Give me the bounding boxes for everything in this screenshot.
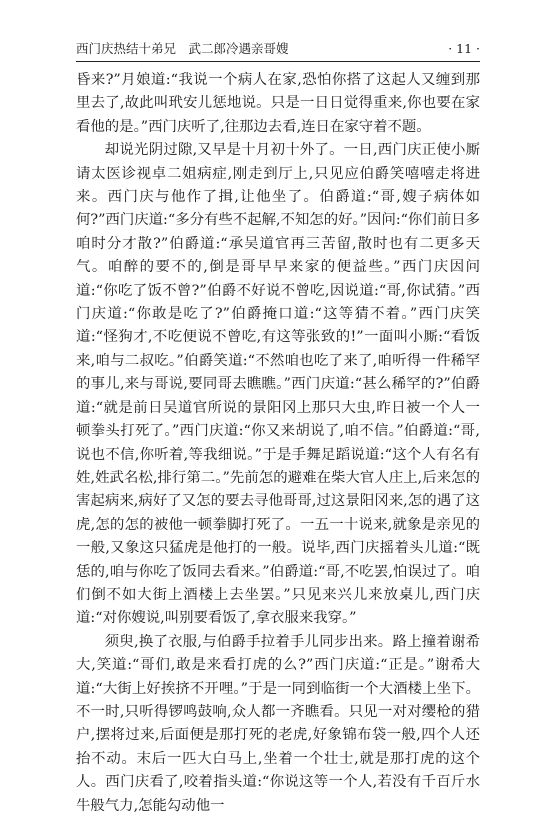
page-number: · 11 · [448,41,480,56]
page-body [76,69,480,818]
running-header [76,40,480,58]
paragraph: 却说光阴过隙,又早是十月初十外了。一日,西门庆正使小厮请太医诊视卓二姐病症,刚走到厅上,只见应伯爵笑嘻嘻走将进来。西门庆与他作了揖,让他坐了。伯爵道:“哥,嫂子病体如何?”西门庆道:“多分有些不起解,不知怎的好。”因问:“你们前日多咱时分才散?”伯爵道:“承吴道官再三苦留,散时也有二更多天气。咱醉的要不的,倒是哥早早来家的便益些。”西门庆因问道:“你吃了饭不曾?”伯爵不好说不曾吃,因说道:“哥,你试猜。”西门庆道:“你敢是吃了?”伯爵掩口道:“这等猜不着。”西门庆笑道:“怪狗才,不吃便说不曾吃,有这等张致的!”一面叫小厮:“看饭来,咱与二叔吃。”伯爵笑道:“不然咱也吃了来了,咱听得一件稀罕的事儿,来与哥说,要同哥去瞧瞧。”西门庆道:“甚么稀罕的?”伯爵道:“就是前日吴道官所说的景阳冈上那只大虫,昨日被一个人一顿拳头打死了。”西门庆道:“你又来胡说了,咱不信。”伯爵道:“哥,说也不信,你听着,等我细说。”于是手舞足蹈说道:“这个人有名有姓,姓武名松,排行第二。”先前怎的避难在柴大官人庄上,后来怎的害起病来,病好了又怎的要去寻他哥哥,过这景阳冈来,怎的遇了这虎,怎的怎的被他一顿拳脚打死了。一五一十说来,就象是亲见的一般,又象这只猛虎是他打的一般。说毕,西门庆摇着头儿道:“既恁的,咱与你吃了饭同去看来。”伯爵道:“哥,不吃罢,怕误过了。咱们倒不如大街上酒楼上去坐罢。”只见来兴儿来放桌儿,西门庆道:“对你嫂说,叫别要看饭了,拿衣服来我穿。” [76,142,480,627]
header-rule [76,61,480,62]
paragraph: 须臾,换了衣服,与伯爵手拉着手儿同步出来。路上撞着谢希大,笑道:“哥们,敢是来看打虎的么?”西门庆道:“正是。”谢希大道:“大街上好挨挤不开哩。”于是一同到临街一个大酒楼上坐下。不一时,只听得锣鸣鼓响,众人都一齐瞧看。只见一对对缨枪的猎户,摆将过来,后面便是那打死的老虎,好象锦布袋一般,四个人还抬不动。末后一匹大白马上,坐着一个壮士,就是那打虎的这个人。西门庆看了,咬着指头道:“你说这等一个人,若没有千百斤水牛般气力,怎能勾动他一 [76,633,480,814]
chapter-title: 西门庆热结十弟兄 武二郎冷遇亲哥嫂 [76,41,289,56]
paragraph: 昏来?”月娘道:“我说一个病人在家,恐怕你搭了这起人又缠到那里去了,故此叫玳安儿惩地说。只是一日日觉得重来,你也要在家看他的是。”西门庆听了,往那边去看,连日在家守着不题。 [76,72,480,135]
